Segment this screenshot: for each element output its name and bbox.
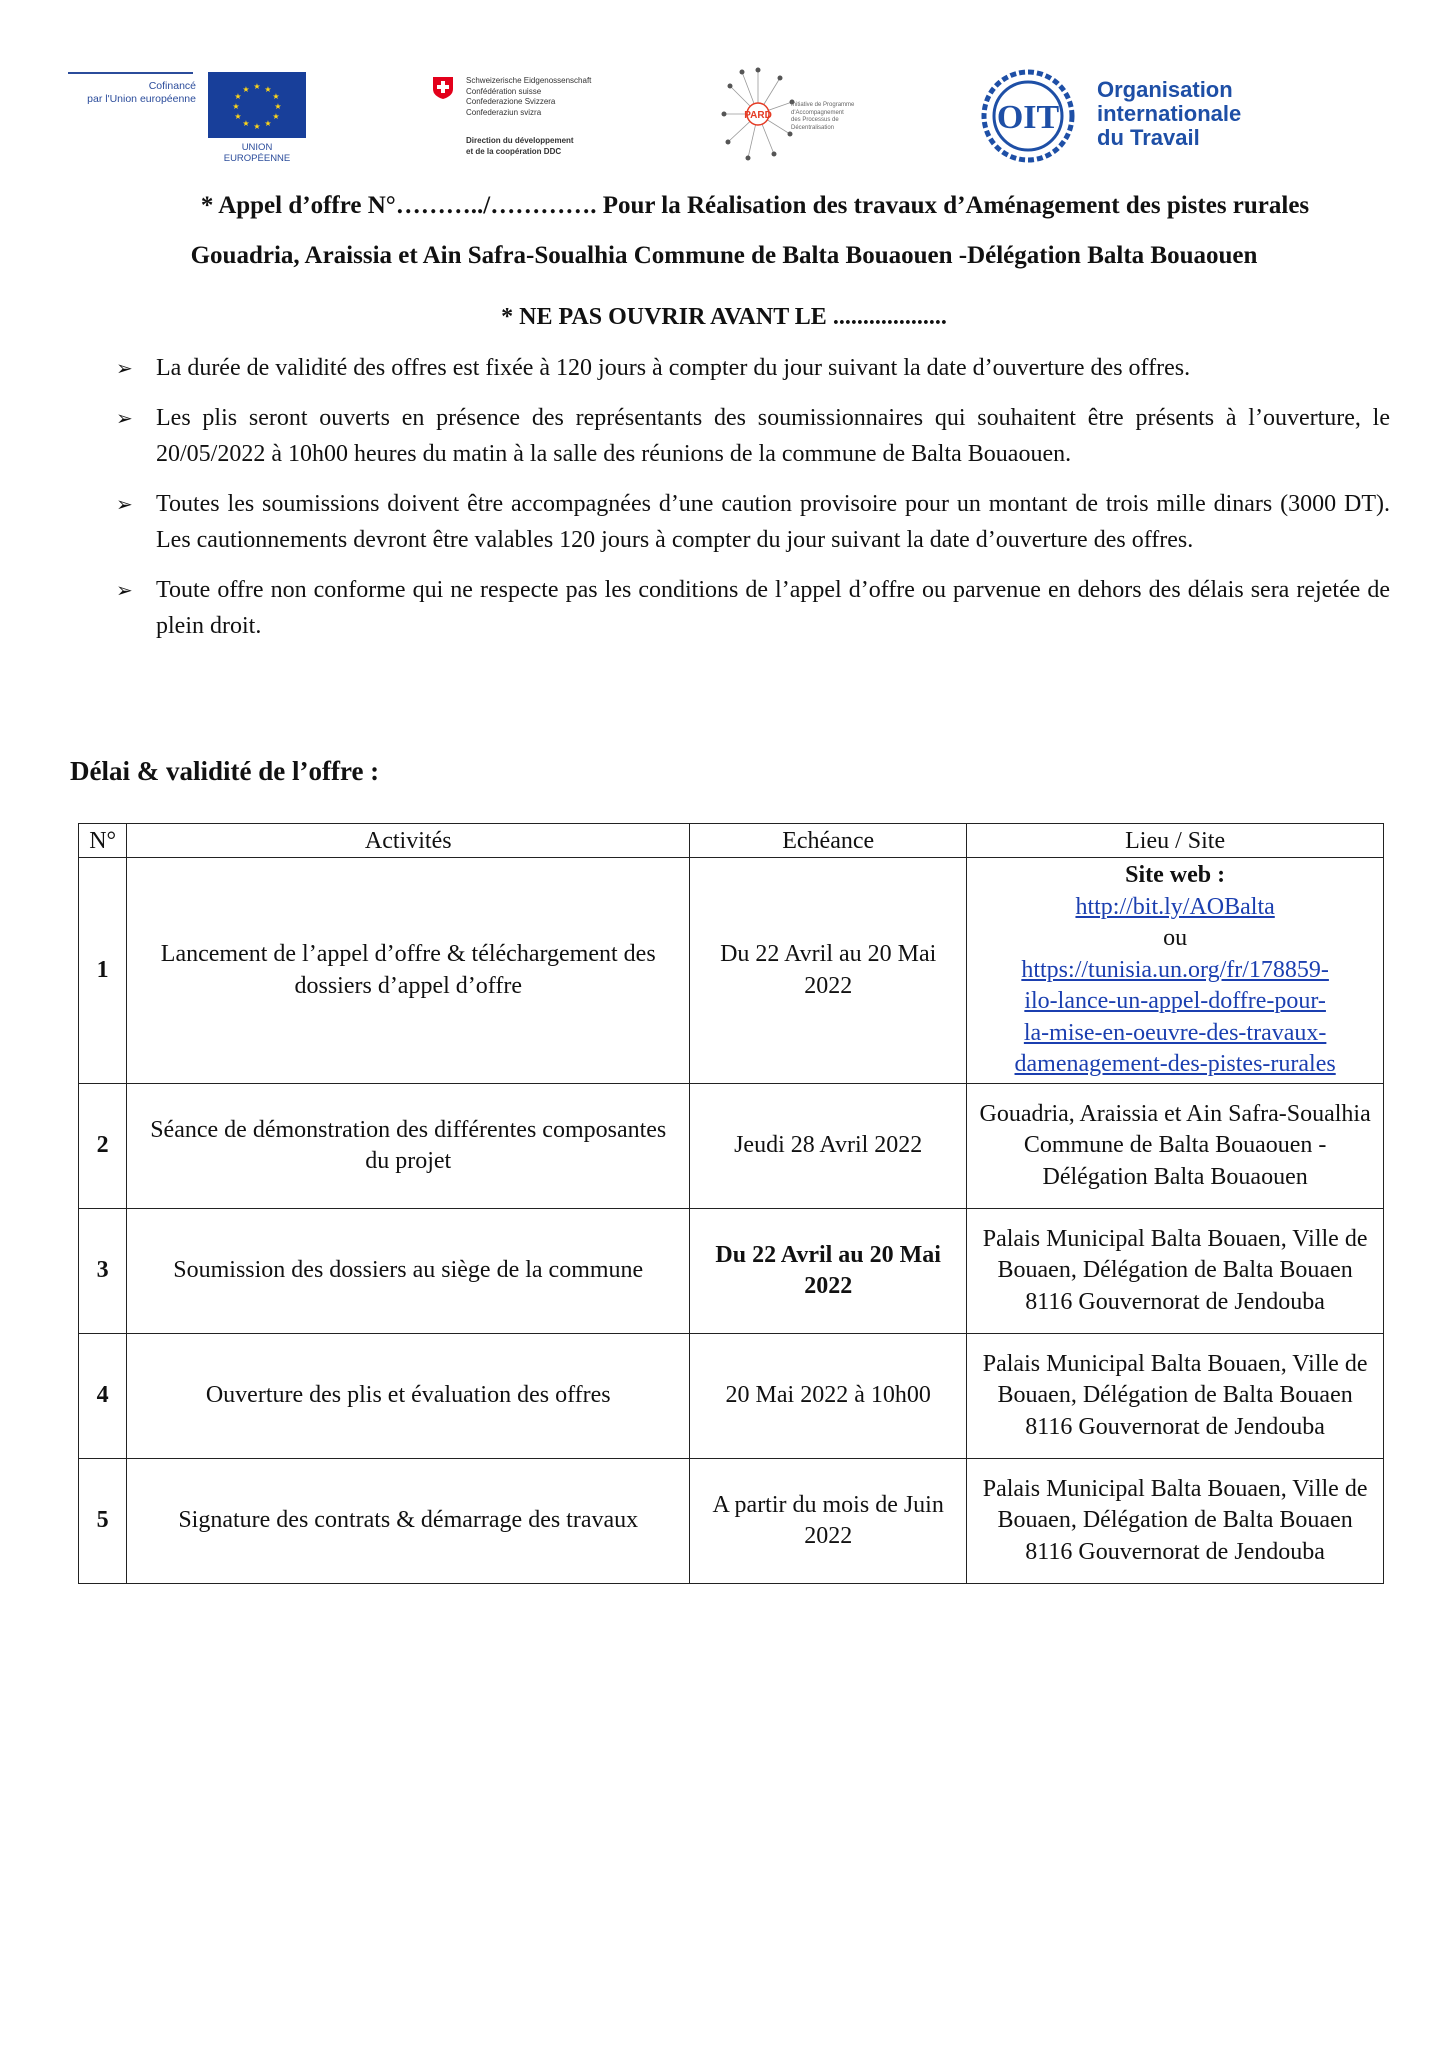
- arrow-bullet-icon: ➢: [116, 492, 133, 516]
- table-header-row: [79, 824, 1384, 858]
- svg-text:★: ★: [253, 122, 261, 131]
- conditions-list: [112, 350, 1390, 658]
- tender-title-line1: [0, 192, 1448, 220]
- ilo-emblem-icon: [976, 66, 1086, 166]
- svg-text:★: ★: [242, 85, 250, 94]
- row-place: Palais Municipal Balta Bouaen, Ville de Bouaen, Délégation de Balta Bouaen 8116 Gouvernorat de Jendouba: [967, 1209, 1384, 1334]
- swiss-ddc-line1: Direction du développement: [466, 136, 574, 145]
- pard-network-icon: [718, 64, 798, 164]
- site-web-label: Site web :: [1125, 862, 1226, 889]
- row-place: Gouadria, Araissia et Ain Safra-Soualhia Commune de Balta Bouaouen -Délégation Balta Bouaouen: [967, 1084, 1384, 1209]
- list-item: [112, 400, 1390, 472]
- row-num: 4: [79, 1334, 127, 1459]
- row-num: 5: [79, 1459, 127, 1584]
- svg-text:★: ★: [234, 112, 242, 121]
- svg-text:★: ★: [253, 82, 261, 91]
- table-row: [79, 1209, 1384, 1334]
- arrow-bullet-icon: ➢: [116, 406, 133, 430]
- row-deadline: A partir du mois de Juin 2022: [690, 1459, 967, 1584]
- eu-caption: UNION EUROPÉENNE: [223, 142, 291, 164]
- un-link-line2: ilo-lance-un-appel-doffre-pour-: [1024, 988, 1326, 1015]
- pard-logo: [718, 64, 888, 164]
- ilo-name-line1: Organisation: [1097, 77, 1233, 102]
- un-link-line4: damenagement-des-pistes-rurales: [1014, 1051, 1336, 1078]
- row-place: Palais Municipal Balta Bouaen, Ville de Bouaen, Délégation de Balta Bouaen 8116 Gouvernorat de Jendouba: [967, 1459, 1384, 1584]
- swiss-ddc: [466, 136, 574, 157]
- swiss-name-it: Confederazione Svizzera: [466, 97, 556, 106]
- row-activity: Soumission des dossiers au siège de la commune: [127, 1209, 690, 1334]
- svg-text:★: ★: [232, 102, 240, 111]
- eu-cofinance-line1: Cofinancé: [148, 80, 196, 92]
- pard-text: [791, 102, 881, 132]
- list-item: [112, 572, 1390, 644]
- arrow-bullet-icon: ➢: [116, 578, 133, 602]
- ilo-logo: [976, 66, 1276, 166]
- row-deadline: Jeudi 28 Avril 2022: [690, 1084, 967, 1209]
- list-item-text: La durée de validité des offres est fixée à 120 jours à compter du jour suivant la date d’ouverture des offres.: [156, 355, 1191, 381]
- ilo-name-line2: internationale: [1097, 101, 1242, 126]
- arrow-bullet-icon: ➢: [116, 356, 133, 380]
- eu-divider: [68, 72, 193, 74]
- eu-cofinance-line2: par l'Union européenne: [87, 93, 196, 105]
- section-title: Délai & validité de l’offre :: [70, 756, 380, 786]
- ilo-name: [1097, 78, 1241, 150]
- header-num: N°: [79, 824, 127, 858]
- svg-text:★: ★: [234, 92, 242, 101]
- swiss-name-rm: Confederaziun svizra: [466, 107, 542, 117]
- row-activity: Séance de démonstration des différentes composantes du projet: [127, 1084, 690, 1209]
- tender-title-line1-text: * Appel d’offre N°………../…………. Pour la Réalisation des travaux d’Aménagement des pistes rurales: [200, 192, 1310, 219]
- row-activity: Ouverture des plis et évaluation des offres: [127, 1334, 690, 1459]
- swiss-name-de: Schweizerische Eidgenossenschaft: [466, 76, 592, 85]
- svg-text:★: ★: [264, 119, 272, 128]
- row-deadline: Du 22 Avril au 20 Mai 2022: [690, 858, 967, 1084]
- row-num: 1: [79, 858, 127, 1084]
- ilo-monogram: OIT: [996, 99, 1060, 136]
- table-row: [79, 858, 1384, 1084]
- row-deadline: 20 Mai 2022 à 10h00: [690, 1334, 967, 1459]
- eu-cofinance-text: [76, 80, 196, 106]
- row-place: Palais Municipal Balta Bouaen, Ville de Bouaen, Délégation de Balta Bouaen 8116 Gouvernorat de Jendouba: [967, 1334, 1384, 1459]
- or-text: ou: [1163, 925, 1188, 952]
- svg-text:★: ★: [272, 92, 280, 101]
- eu-logo: [68, 72, 308, 164]
- swiss-flag-icon: [432, 76, 454, 100]
- pard-mark: PARD: [744, 110, 772, 121]
- swiss-ddc-line2: et de la coopération DDC: [466, 146, 562, 156]
- do-not-open-warning: * NE PAS OUVRIR AVANT LE ...................: [501, 304, 947, 330]
- un-link-line1: https://tunisia.un.org/fr/178859-: [1021, 956, 1329, 983]
- un-link-line3: la-mise-en-oeuvre-des-travaux-: [1023, 1019, 1327, 1046]
- row-num: 2: [79, 1084, 127, 1209]
- ilo-name-line3: du Travail: [1097, 125, 1200, 150]
- list-item-text: Toutes les soumissions doivent être accompagnées d’une caution provisoire pour un montant de trois mille dinars (3000 DT). Les cautionnements devront être valables 120 jours à compter du jour suivant la date d’ouverture des offres.: [156, 491, 1390, 553]
- table-row: [79, 1334, 1384, 1459]
- list-item: [112, 486, 1390, 558]
- header-activity: Activités: [127, 824, 690, 858]
- header-deadline: Echéance: [690, 824, 967, 858]
- table-row: [79, 1084, 1384, 1209]
- row-activity: Signature des contrats & démarrage des travaux: [127, 1459, 690, 1584]
- list-item-text: Les plis seront ouverts en présence des représentants des soumissionnaires qui souhaitent être présents à l’ouverture, le 20/05/2022 à 10h00 heures du matin à la salle des réunions de la commune de Balta Bouaouen.: [156, 405, 1390, 467]
- swiss-names: [466, 76, 591, 118]
- pard-line3: des Processus de Décentralisation: [791, 117, 839, 131]
- list-item-text: Toute offre non conforme qui ne respecte pas les conditions de l’appel d’offre ou parvenue en dehors des délais sera rejetée de plein droit.: [156, 577, 1390, 639]
- header-place: Lieu / Site: [967, 824, 1384, 858]
- row-place: [967, 858, 1384, 1084]
- table-row: [79, 1459, 1384, 1584]
- row-activity: Lancement de l’appel d’offre & téléchargement des dossiers d’appel d’offre: [127, 858, 690, 1084]
- svg-text:★: ★: [242, 119, 250, 128]
- schedule-table: [78, 823, 1384, 1584]
- short-link[interactable]: http://bit.ly/AOBalta: [1075, 893, 1275, 920]
- pard-line2: d'Accompagnement: [791, 109, 844, 116]
- un-link[interactable]: [1015, 957, 1336, 1078]
- svg-text:★: ★: [274, 102, 282, 111]
- swiss-logo: [432, 74, 632, 164]
- svg-text:★: ★: [272, 112, 280, 121]
- tender-title-line2: Gouadria, Araissia et Ain Safra-Soualhia Commune de Balta Bouaouen -Délégation Balta Bouaouen: [190, 242, 1258, 269]
- pard-line1: Initiative de Programme: [791, 102, 855, 108]
- list-item: [112, 350, 1390, 386]
- row-num: 3: [79, 1209, 127, 1334]
- swiss-name-fr: Confédération suisse: [466, 86, 542, 96]
- logo-strip: [0, 62, 1448, 172]
- row-deadline: Du 22 Avril au 20 Mai 2022: [690, 1209, 967, 1334]
- svg-text:★: ★: [264, 85, 272, 94]
- eu-flag-icon: [208, 72, 306, 138]
